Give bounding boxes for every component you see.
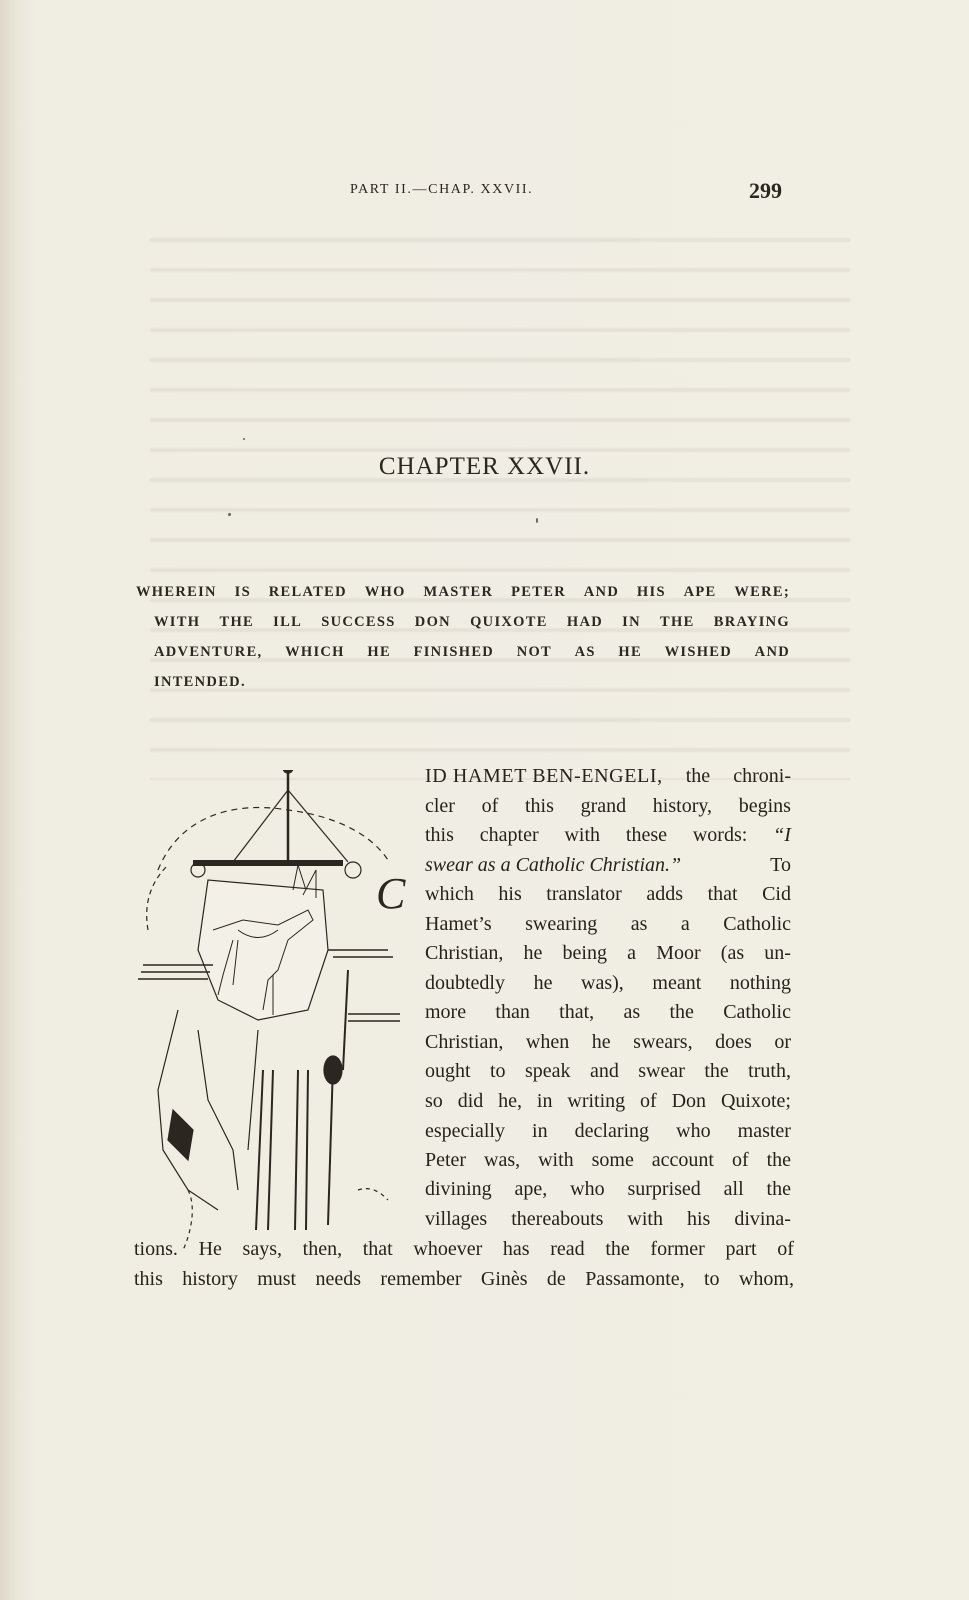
summary-word: FINISHED xyxy=(413,644,495,660)
text-word: this xyxy=(525,795,554,817)
text-line xyxy=(425,972,791,995)
text-word: he xyxy=(591,1031,611,1053)
text-line xyxy=(425,795,791,818)
text-word: Don xyxy=(671,1090,707,1112)
text-word: of xyxy=(481,795,499,817)
text-word: especially xyxy=(425,1120,505,1142)
text-word: “I xyxy=(773,824,791,846)
text-word: of xyxy=(777,1238,794,1260)
text-word: divining xyxy=(425,1178,492,1200)
summary-line xyxy=(136,667,790,697)
text-word: so xyxy=(425,1090,443,1112)
summary-word: IN xyxy=(622,614,641,630)
summary-word: PETER xyxy=(511,584,566,600)
summary-word: AND xyxy=(583,584,620,600)
text-word: whom, xyxy=(738,1268,794,1290)
text-word: that xyxy=(707,883,738,905)
text-word: ID HAMET BEN-ENGELI, xyxy=(425,765,663,787)
text-word: with xyxy=(627,1208,663,1230)
text-word: account xyxy=(651,1149,714,1171)
summary-word: AND xyxy=(754,644,790,660)
text-line xyxy=(134,1268,794,1291)
summary-word: WISHED xyxy=(664,644,733,660)
text-word: a xyxy=(627,942,637,964)
text-word: some xyxy=(591,1149,634,1171)
summary-word: MASTER xyxy=(423,584,494,600)
text-line xyxy=(425,1178,791,1201)
text-line xyxy=(425,1060,791,1083)
text-word: when xyxy=(525,1031,570,1053)
text-word: Passamonte, xyxy=(585,1268,685,1290)
summary-word: ADVENTURE, xyxy=(154,644,263,660)
text-word: to xyxy=(489,1060,506,1082)
text-word: Quixote; xyxy=(720,1090,791,1112)
summary-word: RELATED xyxy=(268,584,347,600)
text-line xyxy=(425,913,791,936)
text-word: He xyxy=(198,1238,222,1260)
text-word: all xyxy=(723,1178,744,1200)
text-word: meant xyxy=(652,972,702,994)
text-word: declaring xyxy=(574,1120,650,1142)
text-line xyxy=(425,942,791,965)
summary-word: AS xyxy=(574,644,596,660)
text-word: swearing xyxy=(525,913,598,935)
text-word: his xyxy=(498,883,522,905)
text-word: more xyxy=(425,1001,467,1023)
summary-word: WERE; xyxy=(734,584,790,600)
summary-word: INTENDED. xyxy=(154,674,246,690)
text-word: Ginès xyxy=(480,1268,528,1290)
text-word: did xyxy=(457,1090,484,1112)
text-line xyxy=(425,1120,791,1143)
text-word: truth, xyxy=(748,1060,791,1082)
summary-word: IS xyxy=(234,584,251,600)
text-word: divina- xyxy=(734,1208,791,1230)
initial-letter: C xyxy=(376,869,406,918)
text-word: chapter xyxy=(479,824,539,846)
text-word: un- xyxy=(764,942,791,964)
text-word: history xyxy=(182,1268,238,1290)
text-word: speak xyxy=(524,1060,571,1082)
text-line xyxy=(425,1208,791,1231)
summary-word: HE xyxy=(367,644,391,660)
text-word: these xyxy=(625,824,667,846)
text-word: the xyxy=(669,1001,694,1023)
text-word: adds xyxy=(646,883,684,905)
summary-word: SUCCESS xyxy=(321,614,396,630)
text-word: was), xyxy=(581,972,624,994)
summary-line xyxy=(136,637,790,667)
text-word: has xyxy=(502,1238,530,1260)
text-word: nothing xyxy=(729,972,791,994)
text-word: does xyxy=(715,1031,752,1053)
summary-word: NOT xyxy=(516,644,553,660)
summary-word: THE xyxy=(219,614,254,630)
text-word: in xyxy=(532,1120,548,1142)
text-word: this xyxy=(134,1268,163,1290)
text-word: a xyxy=(680,913,690,935)
text-word: of xyxy=(640,1090,657,1112)
ink-speck xyxy=(243,438,245,440)
text-line xyxy=(425,854,791,877)
text-word: as xyxy=(623,1001,641,1023)
text-word: than xyxy=(495,1001,530,1023)
summary-word: ILL xyxy=(273,614,303,630)
text-word: (as xyxy=(720,942,745,964)
text-word: the xyxy=(766,1149,791,1171)
text-word: this xyxy=(425,824,454,846)
text-word: grand xyxy=(580,795,627,817)
summary-word: THE xyxy=(660,614,695,630)
text-line xyxy=(425,1149,791,1172)
text-word: swear xyxy=(638,1060,685,1082)
summary-word: QUIXOTE xyxy=(470,614,548,630)
text-word: then, xyxy=(302,1238,343,1260)
ink-speck xyxy=(536,518,538,523)
decorated-initial-illustration xyxy=(138,770,418,1260)
text-word: Peter xyxy=(425,1149,467,1171)
summary-line xyxy=(136,607,790,637)
text-word: master xyxy=(737,1120,791,1142)
summary-word: DON xyxy=(414,614,451,630)
summary-word: WHO xyxy=(364,584,406,600)
page-number: 299 xyxy=(749,178,782,203)
text-word: Hamet’s xyxy=(425,913,492,935)
summary-word: HE xyxy=(618,644,642,660)
text-word: which xyxy=(425,883,474,905)
text-word: Christian, xyxy=(425,942,504,964)
ink-speck xyxy=(228,513,231,516)
text-word: surprised xyxy=(627,1178,701,1200)
text-word: ape, xyxy=(514,1178,548,1200)
text-line xyxy=(425,1001,791,1024)
text-word: must xyxy=(257,1268,297,1290)
text-word: in xyxy=(536,1090,553,1112)
text-word: as xyxy=(630,913,648,935)
text-word: words: xyxy=(692,824,748,846)
chapter-title: CHAPTER XXVII. xyxy=(378,453,591,480)
summary-word: APE xyxy=(683,584,717,600)
text-word: being xyxy=(562,942,607,964)
text-line xyxy=(425,883,791,906)
text-word: needs xyxy=(315,1268,362,1290)
text-word: To xyxy=(770,854,791,876)
summary-word: HAD xyxy=(566,614,603,630)
text-line xyxy=(134,1238,794,1261)
text-word: Moor xyxy=(656,942,701,964)
text-word: writing xyxy=(567,1090,626,1112)
text-word: Catholic xyxy=(723,913,791,935)
text-word: doubtedly xyxy=(425,972,505,994)
summary-word: WHEREIN xyxy=(136,584,217,600)
text-line xyxy=(425,765,791,788)
text-word: he xyxy=(523,942,543,964)
text-word: the xyxy=(685,765,711,787)
text-word: of xyxy=(731,1149,749,1171)
text-word: former xyxy=(650,1238,705,1260)
text-line xyxy=(425,1090,791,1113)
text-word: cler xyxy=(425,795,455,817)
text-word: and xyxy=(589,1060,619,1082)
text-line xyxy=(425,824,791,847)
text-word: swear as a Catholic Christian.” xyxy=(425,854,682,876)
text-word: the xyxy=(704,1060,729,1082)
text-word: to xyxy=(704,1268,720,1290)
text-word: remember xyxy=(380,1268,462,1290)
summary-line xyxy=(136,577,790,607)
text-line xyxy=(425,1031,791,1054)
text-word: he, xyxy=(498,1090,523,1112)
text-word: chroni- xyxy=(733,765,791,787)
summary-word: BRAYING xyxy=(713,614,790,630)
text-word: Christian, xyxy=(425,1031,504,1053)
text-word: Cid xyxy=(762,883,791,905)
summary-word: WITH xyxy=(154,614,201,630)
running-head-title: PART II.—CHAP. XXVII. xyxy=(350,182,534,197)
text-word: de xyxy=(546,1268,566,1290)
text-word: who xyxy=(570,1178,605,1200)
text-word: Catholic xyxy=(723,1001,791,1023)
text-word: villages xyxy=(425,1208,488,1230)
text-word: was, xyxy=(484,1149,521,1171)
text-word: swears, xyxy=(633,1031,693,1053)
text-word: the xyxy=(605,1238,630,1260)
text-word: that xyxy=(362,1238,393,1260)
text-word: with xyxy=(564,824,601,846)
text-word: history, xyxy=(652,795,713,817)
text-word: or xyxy=(774,1031,791,1053)
text-word: translator xyxy=(546,883,622,905)
text-word: begins xyxy=(738,795,791,817)
chapter-summary xyxy=(136,577,790,697)
text-word: ought xyxy=(425,1060,471,1082)
summary-word: HIS xyxy=(636,584,666,600)
text-word: whoever xyxy=(413,1238,483,1260)
text-word: he xyxy=(533,972,553,994)
text-word: says, xyxy=(242,1238,282,1260)
running-head xyxy=(0,178,969,208)
text-word: thereabouts xyxy=(511,1208,604,1230)
text-word: read xyxy=(550,1238,585,1260)
text-word: that, xyxy=(559,1001,595,1023)
text-word: his xyxy=(686,1208,711,1230)
summary-word: WHICH xyxy=(285,644,345,660)
text-word: part xyxy=(725,1238,757,1260)
text-word: the xyxy=(766,1178,791,1200)
text-word: tions. xyxy=(134,1238,178,1260)
text-word: who xyxy=(676,1120,711,1142)
text-word: with xyxy=(538,1149,574,1171)
